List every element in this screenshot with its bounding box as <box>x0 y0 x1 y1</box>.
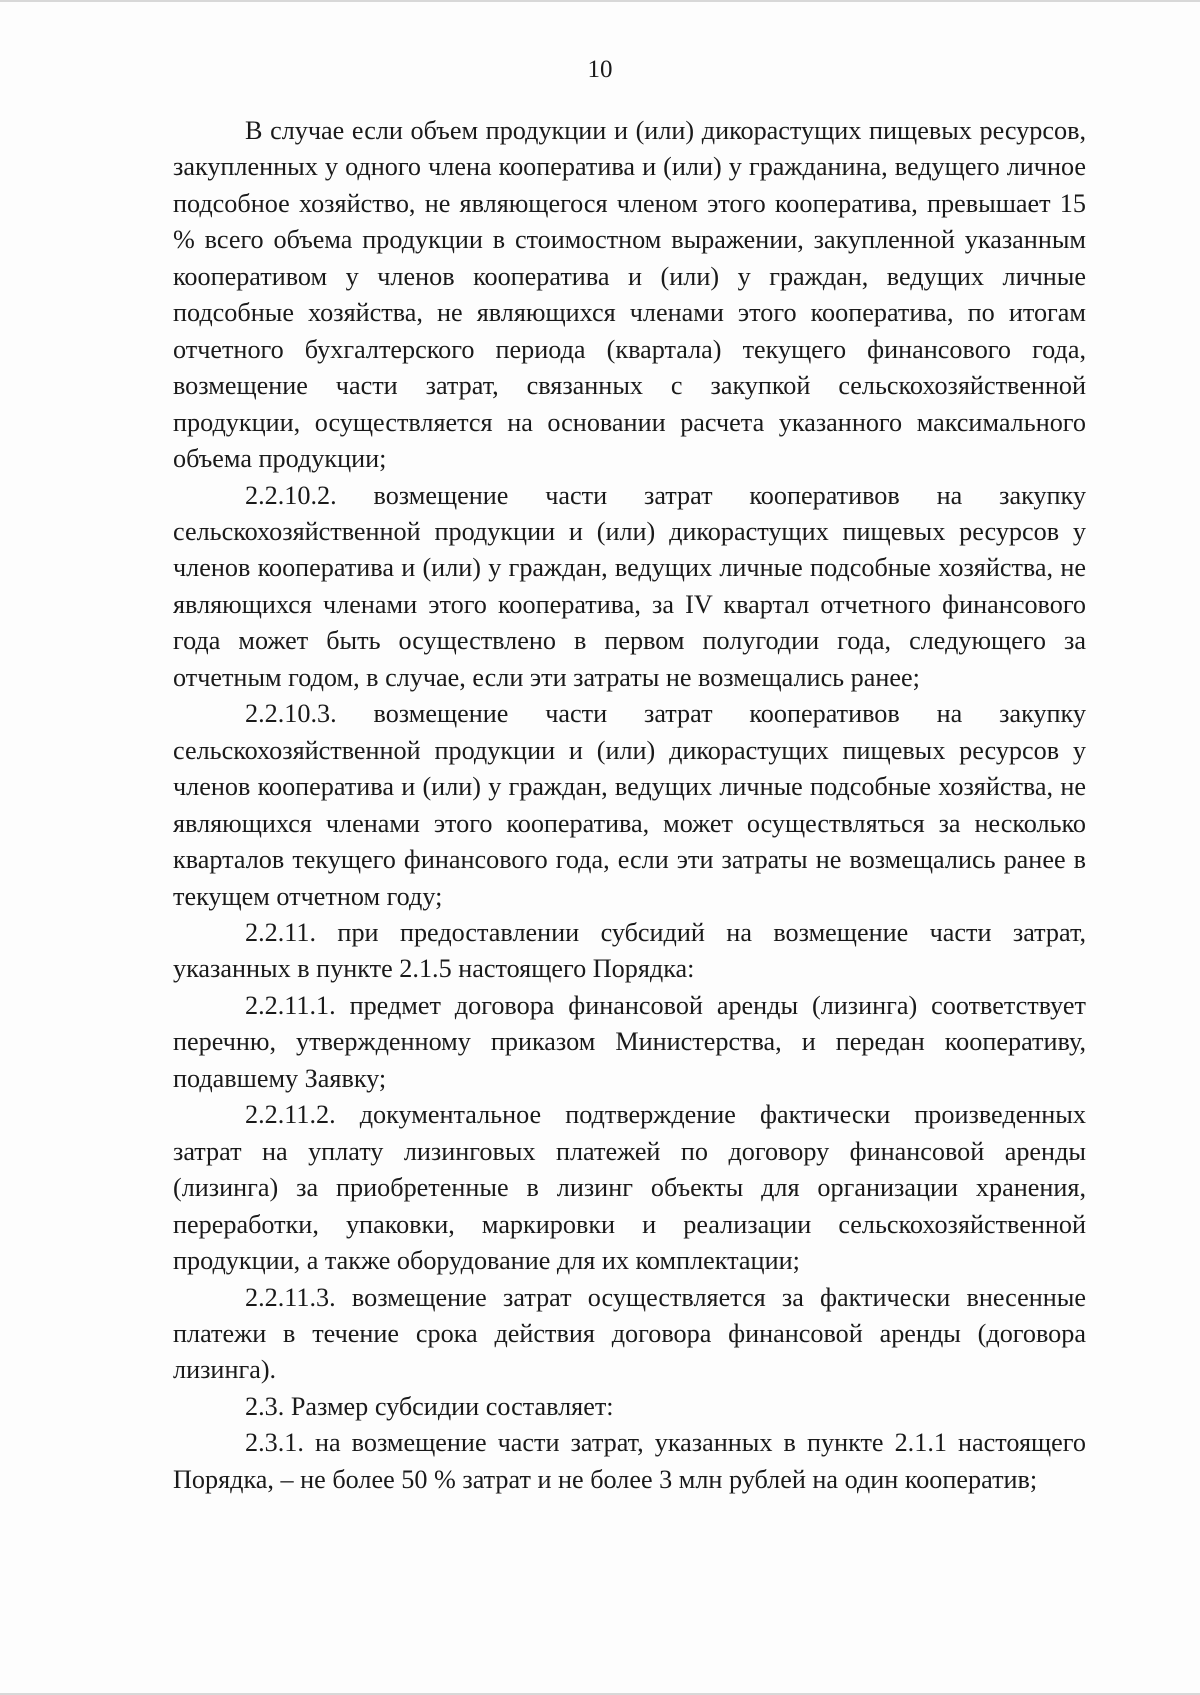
document-body <box>173 113 1086 1498</box>
paragraph-2-2-11-3: 2.2.11.3. возмещение затрат осуществляется за фактически внесенные платежи в течение срока действия договора финансовой аренды (договора лизинга). <box>173 1282 1086 1385</box>
paragraph-2-2-11-1: 2.2.11.1. предмет договора финансовой аренды (лизинга) соответствует перечню, утвержденному приказом Министерства, и передан кооперативу, подавшему Заявку; <box>173 990 1086 1093</box>
paragraph-2-2-11-2: 2.2.11.2. документальное подтверждение фактически произведенных затрат на уплату лизинговых платежей по договору финансовой аренды (лизинга) за приобретенные в лизинг объекты для организации хранения, переработки, упаковки, маркировки и реализации сельскохозяйственной продукции, а также оборудование для их комплектации; <box>173 1100 1086 1276</box>
page-top-edge <box>0 0 1200 2</box>
paragraph-2-3: 2.3. Размер субсидии составляет: <box>245 1391 614 1421</box>
paragraph-2-3-1: 2.3.1. на возмещение части затрат, указанных в пункте 2.1.1 настоящего Порядка, – не более 50 % затрат и не более 3 млн рублей на один кооператив; <box>173 1428 1086 1494</box>
paragraph-2-2-10-2: 2.2.10.2. возмещение части затрат кооперативов на закупку сельскохозяйственной продукции и (или) дикорастущих пищевых ресурсов у членов кооператива и (или) у граждан, ведущих личные подсобные хозяйства, не являющихся членами этого кооператива, за IV квартал отчетного финансового года может быть осуществлено в первом полугодии года, следующего за отчетным годом, в случае, если эти затраты не возмещались ранее; <box>173 480 1086 692</box>
page-number: 10 <box>587 56 613 83</box>
paragraph-excess-volume: В случае если объем продукции и (или) дикорастущих пищевых ресурсов, закупленных у одного члена кооператива и (или) у гражданина, ведущего личное подсобное хозяйство, не являющегося членом этого кооператива, превышает 15 % всего объема продукции в стоимостном выражении, закупленной указанным кооперативом у членов кооператива и (или) у граждан, ведущих личные подсобные хозяйства, не являющихся членами этого кооператива, по итогам отчетного бухгалтерского периода (квартала) текущего финансового года, возмещение части затрат, связанных с закупкой сельскохозяйственной продукции, осуществляется на основании расчета указанного максимального объема продукции; <box>173 116 1086 474</box>
paragraph-2-2-11: 2.2.11. при предоставлении субсидий на возмещение части затрат, указанных в пункте 2.1.5 настоящего Порядка: <box>173 917 1086 984</box>
paragraph-2-2-10-3: 2.2.10.3. возмещение части затрат кооперативов на закупку сельскохозяйственной продукции и (или) дикорастущих пищевых ресурсов у членов кооператива и (или) у граждан, ведущих личные подсобные хозяйства, не являющихся членами этого кооператива, может осуществляться за несколько кварталов текущего финансового года, если эти затраты не возмещались ранее в текущем отчетном году; <box>173 699 1086 911</box>
